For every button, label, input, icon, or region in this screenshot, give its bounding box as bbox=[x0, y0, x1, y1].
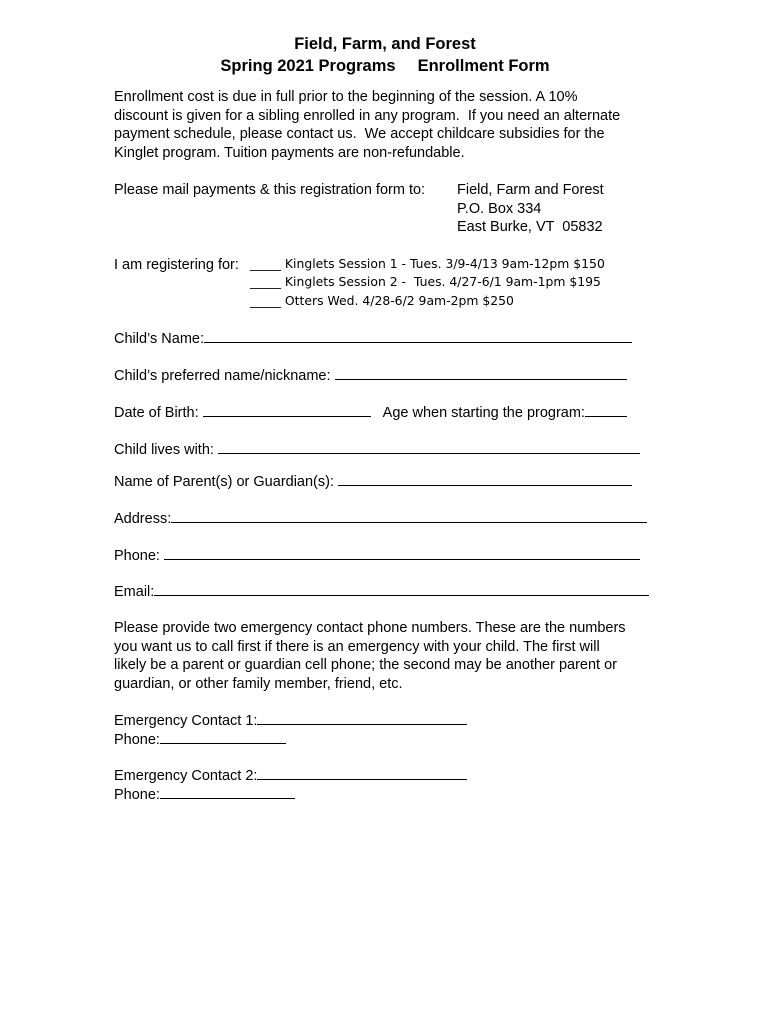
emergency-phone-1-input[interactable] bbox=[160, 730, 286, 744]
emergency-paragraph bbox=[114, 619, 654, 693]
phone-field bbox=[114, 546, 640, 565]
lives-with-input[interactable] bbox=[218, 440, 640, 454]
lives-with-field bbox=[114, 440, 640, 459]
email-label: Email: bbox=[114, 584, 155, 600]
email-input[interactable] bbox=[154, 582, 649, 596]
program-option[interactable]: _____ Kinglets Session 2 - Tues. 4/27-6/1 9am-1pm $195 bbox=[250, 274, 601, 289]
intro-paragraph bbox=[114, 88, 654, 162]
mail-label: Please mail payments & this registration form to: bbox=[114, 182, 426, 198]
intro-line: Enrollment cost is due in full prior to the beginning of the session. A 10% bbox=[114, 89, 578, 105]
address-input[interactable] bbox=[171, 509, 647, 523]
intro-line: discount is given for a sibling enrolled in any program. If you need an alternate bbox=[114, 107, 621, 124]
mail-address-line: P.O. Box 334 bbox=[457, 201, 542, 217]
emergency-line: Please provide two emergency contact phone numbers. These are the numbers bbox=[114, 620, 626, 636]
emergency-line: guardian, or other family member, friend, etc. bbox=[114, 675, 403, 692]
child-name-field bbox=[114, 329, 632, 348]
form-subtitle bbox=[0, 56, 770, 76]
address-label: Address: bbox=[114, 511, 172, 527]
parents-field bbox=[114, 472, 632, 491]
address-field bbox=[114, 509, 647, 528]
emergency-phone-2-field bbox=[114, 785, 295, 804]
form-title: Field, Farm, and Forest bbox=[294, 35, 476, 53]
preferred-name-field bbox=[114, 366, 627, 385]
mail-address-line: Field, Farm and Forest bbox=[457, 182, 604, 198]
emergency-phone-1-label: Phone: bbox=[114, 732, 160, 748]
emergency-contact-2-input[interactable] bbox=[257, 766, 467, 780]
emergency-phone-2-input[interactable] bbox=[160, 785, 295, 799]
preferred-name-input[interactable] bbox=[335, 366, 627, 380]
intro-line: Kinglet program. Tuition payments are non-refundable. bbox=[114, 144, 465, 161]
dob-input[interactable] bbox=[203, 403, 371, 417]
phone-label: Phone: bbox=[114, 548, 160, 564]
dob-age-field bbox=[114, 403, 627, 422]
age-label: Age when starting the program: bbox=[382, 405, 585, 421]
emergency-contact-2-field bbox=[114, 766, 467, 785]
emergency-line: you want us to call first if there is an emergency with your child. The first will bbox=[114, 638, 600, 655]
preferred-name-label: Child’s preferred name/nickname: bbox=[114, 368, 331, 384]
intro-line: payment schedule, please contact us. We accept childcare subsidies for the bbox=[114, 126, 605, 143]
emergency-phone-1-field bbox=[114, 730, 286, 749]
emergency-contact-1-input[interactable] bbox=[257, 711, 467, 725]
emergency-contact-2-label: Emergency Contact 2: bbox=[114, 768, 258, 784]
parents-input[interactable] bbox=[338, 472, 632, 486]
lives-with-label: Child lives with: bbox=[114, 442, 214, 458]
parents-label: Name of Parent(s) or Guardian(s): bbox=[114, 474, 334, 490]
child-name-label: Child’s Name: bbox=[114, 331, 204, 347]
emergency-line: likely be a parent or guardian cell phone; the second may be another parent or bbox=[114, 657, 617, 674]
email-field bbox=[114, 582, 649, 601]
emergency-contact-1-field bbox=[114, 711, 467, 730]
child-name-input[interactable] bbox=[204, 329, 632, 343]
emergency-phone-2-label: Phone: bbox=[114, 787, 160, 803]
program-season: Spring 2021 Programs bbox=[220, 57, 396, 75]
mail-address-line: East Burke, VT 05832 bbox=[457, 219, 603, 235]
phone-input[interactable] bbox=[164, 546, 640, 560]
program-option[interactable]: _____ Kinglets Session 1 - Tues. 3/9-4/13 9am-12pm $150 bbox=[250, 256, 605, 271]
dob-label: Date of Birth: bbox=[114, 405, 199, 421]
form-name: Enrollment Form bbox=[417, 57, 550, 75]
emergency-contact-1-label: Emergency Contact 1: bbox=[114, 713, 258, 729]
program-option[interactable]: _____ Otters Wed. 4/28-6/2 9am-2pm $250 bbox=[250, 293, 514, 308]
age-input[interactable] bbox=[585, 403, 627, 417]
registering-label: I am registering for: bbox=[114, 257, 239, 273]
